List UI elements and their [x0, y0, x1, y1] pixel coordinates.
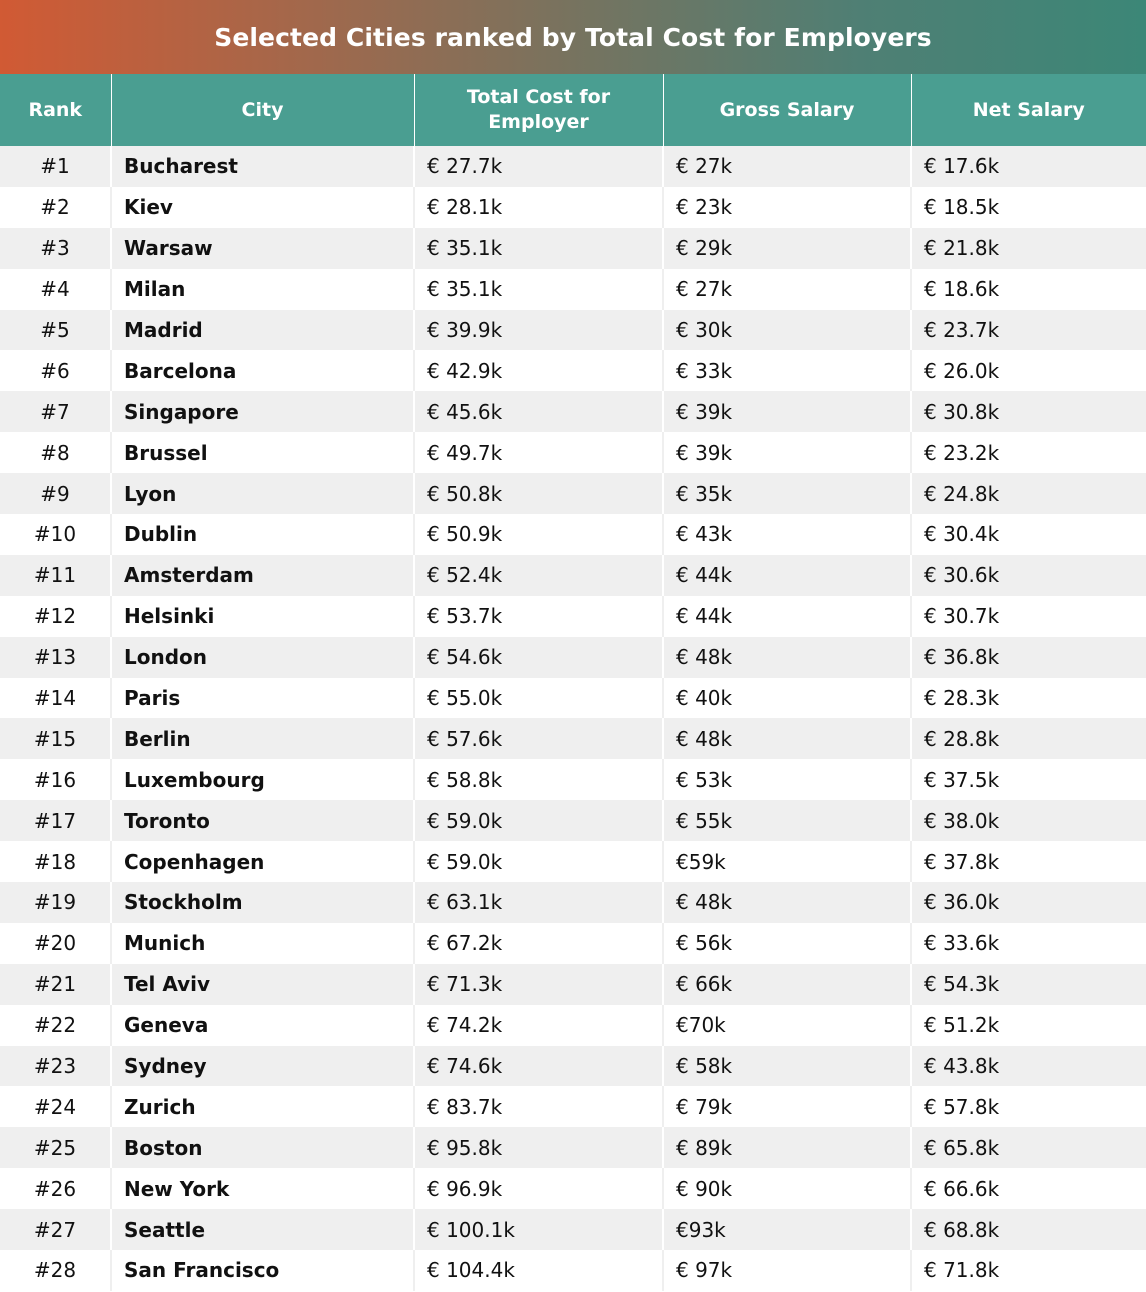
table-row [0, 310, 1146, 351]
table-row [0, 1127, 1146, 1168]
total-cost-cell: € 50.9k [414, 514, 663, 555]
rank-cell: #27 [0, 1209, 111, 1250]
total-cost-cell: € 74.6k [414, 1046, 663, 1087]
rank-cell: #21 [0, 964, 111, 1005]
table-row [0, 759, 1146, 800]
city-cell: Luxembourg [111, 759, 414, 800]
total-cost-cell: € 39.9k [414, 310, 663, 351]
table-row [0, 146, 1146, 187]
city-cell: Copenhagen [111, 841, 414, 882]
table-row [0, 514, 1146, 555]
city-cell: New York [111, 1168, 414, 1209]
chart-title: Selected Cities ranked by Total Cost for Employers [0, 0, 1146, 74]
city-cell: Stockholm [111, 882, 414, 923]
net-salary-cell: € 28.3k [911, 678, 1146, 719]
gross-salary-cell: € 53k [663, 759, 911, 800]
city-cell: Berlin [111, 718, 414, 759]
gross-salary-cell: €93k [663, 1209, 911, 1250]
net-salary-cell: € 30.6k [911, 555, 1146, 596]
net-salary-cell: € 36.8k [911, 637, 1146, 678]
table-row [0, 391, 1146, 432]
rank-cell: #12 [0, 596, 111, 637]
gross-salary-cell: € 29k [663, 228, 911, 269]
table-body [0, 146, 1146, 1291]
table-row [0, 1086, 1146, 1127]
net-salary-cell: € 54.3k [911, 964, 1146, 1005]
net-salary-cell: € 71.8k [911, 1250, 1146, 1291]
net-salary-cell: € 24.8k [911, 473, 1146, 514]
net-salary-cell: € 36.0k [911, 882, 1146, 923]
net-salary-cell: € 23.7k [911, 310, 1146, 351]
gross-salary-cell: € 44k [663, 555, 911, 596]
total-cost-cell: € 57.6k [414, 718, 663, 759]
total-cost-cell: € 45.6k [414, 391, 663, 432]
total-cost-cell: € 104.4k [414, 1250, 663, 1291]
table-row [0, 841, 1146, 882]
net-salary-cell: € 30.7k [911, 596, 1146, 637]
total-cost-cell: € 71.3k [414, 964, 663, 1005]
total-cost-cell: € 63.1k [414, 882, 663, 923]
gross-salary-cell: € 55k [663, 800, 911, 841]
rank-cell: #23 [0, 1046, 111, 1087]
city-cell: Madrid [111, 310, 414, 351]
rank-cell: #7 [0, 391, 111, 432]
city-cell: Boston [111, 1127, 414, 1168]
total-cost-cell: € 28.1k [414, 187, 663, 228]
table-row [0, 1168, 1146, 1209]
net-salary-cell: € 65.8k [911, 1127, 1146, 1168]
table-row [0, 350, 1146, 391]
total-cost-cell: € 55.0k [414, 678, 663, 719]
table-row [0, 1209, 1146, 1250]
city-cell: San Francisco [111, 1250, 414, 1291]
net-salary-cell: € 18.6k [911, 269, 1146, 310]
net-salary-cell: € 43.8k [911, 1046, 1146, 1087]
net-salary-cell: € 30.8k [911, 391, 1146, 432]
net-salary-cell: € 66.6k [911, 1168, 1146, 1209]
cost-table [0, 74, 1146, 1291]
gross-salary-cell: € 30k [663, 310, 911, 351]
gross-salary-cell: € 40k [663, 678, 911, 719]
total-cost-cell: € 74.2k [414, 1005, 663, 1046]
table-row [0, 923, 1146, 964]
total-cost-cell: € 95.8k [414, 1127, 663, 1168]
column-header-gross-salary: Gross Salary [663, 74, 911, 146]
header-row [0, 74, 1146, 146]
column-header-total-cost: Total Cost for Employer [414, 74, 663, 146]
net-salary-cell: € 33.6k [911, 923, 1146, 964]
city-cell: Dublin [111, 514, 414, 555]
city-cell: Bucharest [111, 146, 414, 187]
total-cost-cell: € 100.1k [414, 1209, 663, 1250]
total-cost-cell: € 53.7k [414, 596, 663, 637]
city-cell: Lyon [111, 473, 414, 514]
rank-cell: #19 [0, 882, 111, 923]
gross-salary-cell: € 27k [663, 146, 911, 187]
table-row [0, 432, 1146, 473]
table-header [0, 74, 1146, 146]
table-row [0, 1046, 1146, 1087]
column-header-city: City [111, 74, 414, 146]
city-cell: Geneva [111, 1005, 414, 1046]
table-row [0, 187, 1146, 228]
gross-salary-cell: € 27k [663, 269, 911, 310]
city-cell: Munich [111, 923, 414, 964]
gross-salary-cell: € 56k [663, 923, 911, 964]
gross-salary-cell: € 39k [663, 432, 911, 473]
total-cost-cell: € 59.0k [414, 800, 663, 841]
net-salary-cell: € 28.8k [911, 718, 1146, 759]
rank-cell: #8 [0, 432, 111, 473]
gross-salary-cell: € 90k [663, 1168, 911, 1209]
total-cost-cell: € 67.2k [414, 923, 663, 964]
net-salary-cell: € 37.8k [911, 841, 1146, 882]
rank-cell: #11 [0, 555, 111, 596]
city-cell: Toronto [111, 800, 414, 841]
rank-cell: #24 [0, 1086, 111, 1127]
table-row [0, 555, 1146, 596]
gross-salary-cell: €59k [663, 841, 911, 882]
rank-cell: #3 [0, 228, 111, 269]
gross-salary-cell: € 89k [663, 1127, 911, 1168]
total-cost-cell: € 50.8k [414, 473, 663, 514]
table-row [0, 473, 1146, 514]
city-cell: Milan [111, 269, 414, 310]
net-salary-cell: € 23.2k [911, 432, 1146, 473]
gross-salary-cell: € 66k [663, 964, 911, 1005]
table-row [0, 1250, 1146, 1291]
column-header-rank: Rank [0, 74, 111, 146]
table-row [0, 678, 1146, 719]
total-cost-cell: € 35.1k [414, 269, 663, 310]
rank-cell: #6 [0, 350, 111, 391]
gross-salary-cell: € 43k [663, 514, 911, 555]
net-salary-cell: € 51.2k [911, 1005, 1146, 1046]
gross-salary-cell: € 58k [663, 1046, 911, 1087]
net-salary-cell: € 37.5k [911, 759, 1146, 800]
gross-salary-cell: € 33k [663, 350, 911, 391]
city-cell: Tel Aviv [111, 964, 414, 1005]
column-header-net-salary: Net Salary [911, 74, 1146, 146]
total-cost-cell: € 58.8k [414, 759, 663, 800]
gross-salary-cell: € 79k [663, 1086, 911, 1127]
gross-salary-cell: € 44k [663, 596, 911, 637]
net-salary-cell: € 17.6k [911, 146, 1146, 187]
rank-cell: #28 [0, 1250, 111, 1291]
rank-cell: #13 [0, 637, 111, 678]
net-salary-cell: € 21.8k [911, 228, 1146, 269]
net-salary-cell: € 57.8k [911, 1086, 1146, 1127]
rank-cell: #1 [0, 146, 111, 187]
table-row [0, 964, 1146, 1005]
city-cell: Kiev [111, 187, 414, 228]
rank-cell: #14 [0, 678, 111, 719]
rank-cell: #25 [0, 1127, 111, 1168]
table-row [0, 1005, 1146, 1046]
gross-salary-cell: €70k [663, 1005, 911, 1046]
rank-cell: #2 [0, 187, 111, 228]
rank-cell: #22 [0, 1005, 111, 1046]
city-cell: Amsterdam [111, 555, 414, 596]
total-cost-cell: € 59.0k [414, 841, 663, 882]
rank-cell: #26 [0, 1168, 111, 1209]
city-cell: Helsinki [111, 596, 414, 637]
city-cell: Zurich [111, 1086, 414, 1127]
city-cell: London [111, 637, 414, 678]
rank-cell: #4 [0, 269, 111, 310]
net-salary-cell: € 68.8k [911, 1209, 1146, 1250]
gross-salary-cell: € 97k [663, 1250, 911, 1291]
rank-cell: #17 [0, 800, 111, 841]
city-cell: Sydney [111, 1046, 414, 1087]
city-cell: Barcelona [111, 350, 414, 391]
table-row [0, 637, 1146, 678]
total-cost-cell: € 49.7k [414, 432, 663, 473]
total-cost-cell: € 42.9k [414, 350, 663, 391]
table-row [0, 718, 1146, 759]
rank-cell: #20 [0, 923, 111, 964]
net-salary-cell: € 38.0k [911, 800, 1146, 841]
table-row [0, 596, 1146, 637]
city-cell: Paris [111, 678, 414, 719]
total-cost-cell: € 54.6k [414, 637, 663, 678]
table-row [0, 269, 1146, 310]
net-salary-cell: € 26.0k [911, 350, 1146, 391]
rank-cell: #18 [0, 841, 111, 882]
net-salary-cell: € 18.5k [911, 187, 1146, 228]
net-salary-cell: € 30.4k [911, 514, 1146, 555]
gross-salary-cell: € 23k [663, 187, 911, 228]
rank-cell: #5 [0, 310, 111, 351]
gross-salary-cell: € 35k [663, 473, 911, 514]
rank-cell: #9 [0, 473, 111, 514]
table-row [0, 228, 1146, 269]
total-cost-cell: € 96.9k [414, 1168, 663, 1209]
city-cell: Seattle [111, 1209, 414, 1250]
city-cell: Singapore [111, 391, 414, 432]
total-cost-cell: € 83.7k [414, 1086, 663, 1127]
rank-cell: #10 [0, 514, 111, 555]
table-row [0, 882, 1146, 923]
gross-salary-cell: € 39k [663, 391, 911, 432]
table-row [0, 800, 1146, 841]
gross-salary-cell: € 48k [663, 882, 911, 923]
total-cost-cell: € 27.7k [414, 146, 663, 187]
gross-salary-cell: € 48k [663, 718, 911, 759]
rank-cell: #16 [0, 759, 111, 800]
city-cell: Brussel [111, 432, 414, 473]
rank-cell: #15 [0, 718, 111, 759]
gross-salary-cell: € 48k [663, 637, 911, 678]
city-cell: Warsaw [111, 228, 414, 269]
total-cost-cell: € 35.1k [414, 228, 663, 269]
total-cost-cell: € 52.4k [414, 555, 663, 596]
